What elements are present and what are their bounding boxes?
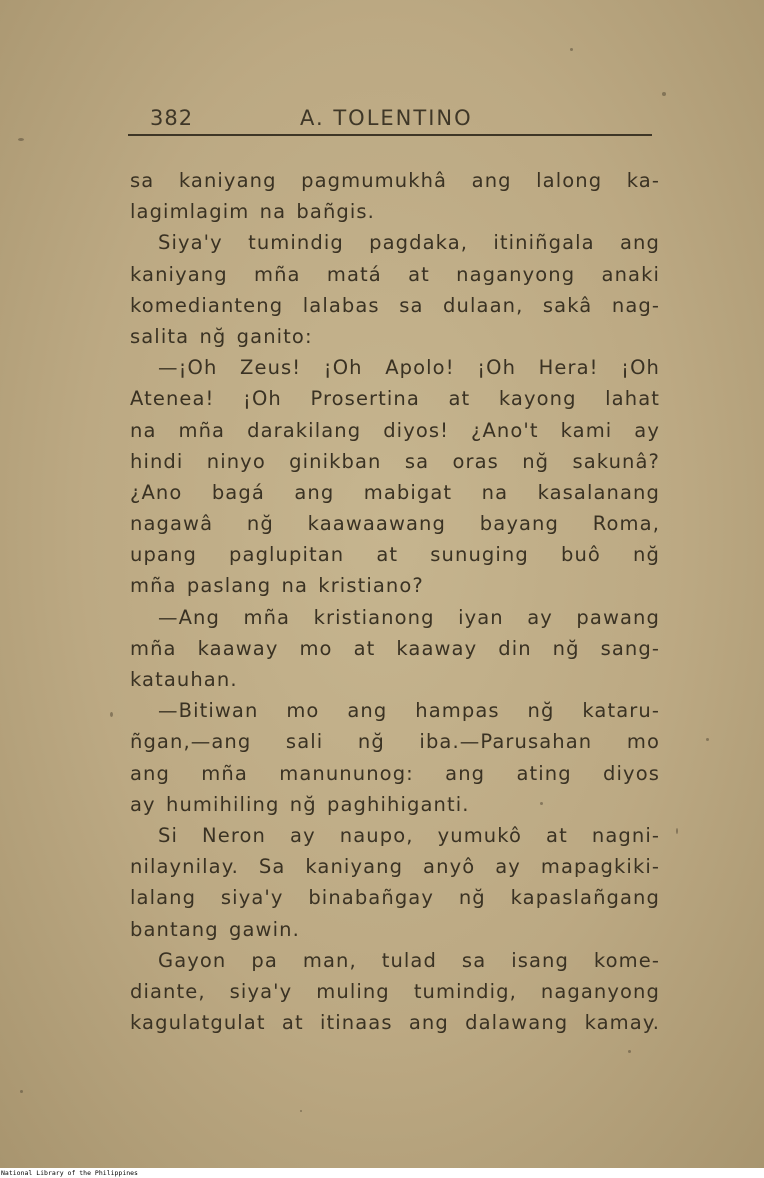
text-line: upang paglupitan at sunuging buô nğ	[130, 543, 660, 567]
text-line: kaniyang mña matá at naganyong anaki	[130, 262, 660, 286]
text-line: Gayon pa man, tulad sa isang kome-	[158, 948, 660, 972]
text-line: hindi ninyo ginikban sa oras nğ sakunâ?	[130, 449, 660, 473]
dust-speck	[300, 1110, 302, 1112]
text-line: salita nğ ganito:	[130, 324, 313, 348]
text-line: ñgan,—ang sali nğ iba.—Parusahan mo	[130, 730, 660, 754]
text-line: sa kaniyang pagmumukhâ ang lalong ka-	[130, 169, 660, 192]
text-line: —Ang mña kristianong iyan ay pawang	[158, 605, 660, 629]
dust-speck	[706, 738, 709, 741]
text-line: nagawâ nğ kaawaawang bayang Roma,	[130, 512, 660, 536]
dust-speck	[18, 138, 24, 141]
footer-credit: National Library of the Philippines	[1, 1169, 138, 1177]
text-line: mña kaaway mo at kaaway din nğ sang-	[130, 636, 660, 660]
text-line: bantang gawin.	[130, 917, 300, 941]
text-line: Si Neron ay naupo, yumukô at nagni-	[158, 823, 660, 847]
text-line: mña paslang na kristiano?	[130, 574, 424, 598]
text-line: —¡Oh Zeus! ¡Oh Apolo! ¡Oh Hera! ¡Oh	[158, 356, 660, 380]
text-line: Atenea! ¡Oh Prosertina at kayong lahat	[130, 387, 660, 411]
text-line: —Bitiwan mo ang hampas nğ kataru-	[158, 699, 660, 723]
page-number: 382	[150, 106, 194, 130]
page-header	[128, 106, 653, 136]
text-line: Siya'y tumindig pagdaka, itiniñgala ang	[158, 231, 660, 255]
dust-speck	[110, 712, 113, 717]
text-line: diante, siya'y muling tumindig, naganyong	[130, 979, 660, 1003]
dust-speck	[570, 48, 573, 51]
dust-speck	[662, 92, 666, 96]
text-line: komedianteng lalabas sa dulaan, sakâ nag-	[130, 293, 660, 317]
running-head: A. TOLENTINO	[300, 106, 473, 130]
text-line: nilaynilay. Sa kaniyang anyô ay mapagkiki-	[130, 855, 660, 879]
text-line: kagulatgulat at itinaas ang dalawang kamay.	[130, 1011, 660, 1035]
header-rule	[128, 134, 652, 136]
text-line: ang mña manununog: ang ating diyos	[130, 761, 660, 785]
text-line: na mña darakilang diyos! ¿Ano't kami ay	[130, 418, 660, 442]
dust-speck	[628, 1050, 631, 1053]
dust-speck	[20, 1090, 23, 1093]
dust-speck	[676, 828, 678, 834]
body-text	[130, 165, 660, 1038]
text-line: lalang siya'y binabañgay nğ kapaslañgang	[130, 886, 660, 910]
text-line: ¿Ano bagá ang mabigat na kasalanang	[130, 480, 660, 504]
text-line: ay humihiling nğ paghihiganti.	[130, 792, 470, 816]
text-line: katauhan.	[130, 668, 238, 691]
text-line: lagimlagim na bañgis.	[130, 200, 375, 224]
